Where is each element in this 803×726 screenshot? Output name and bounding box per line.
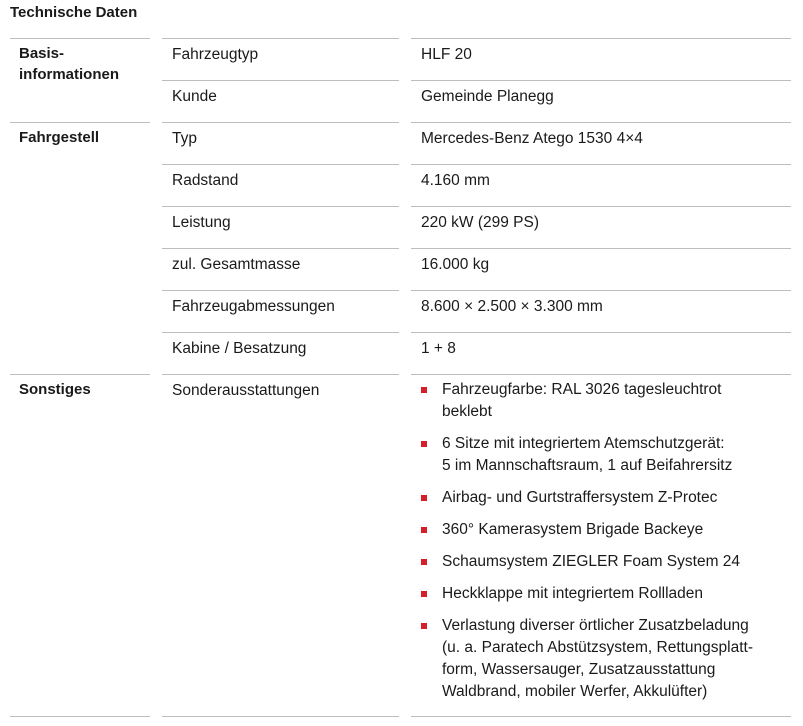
square-bullet-icon — [421, 441, 427, 447]
spec-key: Kunde — [162, 80, 399, 122]
spec-value: 4.160 mm — [411, 164, 791, 206]
square-bullet-icon — [421, 495, 427, 501]
square-bullet-icon — [421, 387, 427, 393]
spec-key: Radstand — [162, 164, 399, 206]
list-item — [421, 551, 791, 573]
table-row — [162, 290, 791, 332]
spec-value: HLF 20 — [411, 38, 791, 80]
spec-value: 220 kW (299 PS) — [411, 206, 791, 248]
spec-key: zul. Gesamtmasse — [162, 248, 399, 290]
list-item-text: 360° Kamerasystem Brigade Backeye — [442, 521, 704, 538]
spec-table — [10, 38, 791, 715]
table-row — [162, 206, 791, 248]
table-row — [162, 332, 791, 374]
spec-key: Fahrzeugabmessungen — [162, 290, 399, 332]
group-heading: Basis- informationen — [10, 38, 150, 85]
table-row — [162, 38, 791, 80]
list-item — [421, 433, 791, 477]
table-row — [162, 248, 791, 290]
group-sonstiges — [10, 374, 791, 715]
spec-value: Gemeinde Planegg — [411, 80, 791, 122]
square-bullet-icon — [421, 559, 427, 565]
table-row — [162, 80, 791, 122]
spec-value: Mercedes-Benz Atego 1530 4×4 — [411, 122, 791, 164]
spec-key: Leistung — [162, 206, 399, 248]
spec-key: Kabine / Besatzung — [162, 332, 399, 374]
group-heading: Fahrgestell — [10, 122, 150, 148]
divider — [162, 716, 399, 717]
list-item — [421, 519, 791, 541]
table-row — [162, 374, 791, 715]
square-bullet-icon — [421, 591, 427, 597]
table-row — [162, 122, 791, 164]
list-item-text: Airbag- und Gurtstraffersystem Z-Protec — [442, 489, 718, 506]
group-basisinformationen — [10, 38, 791, 122]
spec-key: Fahrzeugtyp — [162, 38, 399, 80]
spec-key: Sonderausstattungen — [162, 374, 399, 715]
list-item — [421, 379, 791, 423]
list-item-text: Fahrzeugfarbe: RAL 3026 tagesleuchtrot beklebt — [442, 381, 722, 420]
square-bullet-icon — [421, 623, 427, 629]
table-row — [162, 164, 791, 206]
list-item-text: Verlastung diverser örtlicher Zusatzbeladung (u. a. Paratech Abstützsystem, Rettungsplatt- form, Wassersauger, Zusatzausstattung Waldbrand, mobiler Werfer, Akkulüfter) — [442, 617, 754, 700]
feature-list — [421, 375, 791, 715]
list-item — [421, 487, 791, 509]
spec-value: 8.600 × 2.500 × 3.300 mm — [411, 290, 791, 332]
list-item — [421, 615, 791, 703]
group-heading: Sonstiges — [10, 374, 150, 400]
page-title: Technische Daten — [10, 4, 138, 21]
spec-value: 1 + 8 — [411, 332, 791, 374]
list-item-text: 6 Sitze mit integriertem Atemschutzgerät: 5 im Mannschaftsraum, 1 auf Beifahrersitz — [442, 435, 733, 474]
square-bullet-icon — [421, 527, 427, 533]
group-fahrgestell — [10, 122, 791, 374]
spec-value — [411, 374, 791, 715]
spec-value: 16.000 kg — [411, 248, 791, 290]
spec-key: Typ — [162, 122, 399, 164]
list-item-text: Heckklappe mit integriertem Rollladen — [442, 585, 704, 602]
list-item — [421, 583, 791, 605]
list-item-text: Schaumsystem ZIEGLER Foam System 24 — [442, 553, 741, 570]
divider — [411, 716, 791, 717]
divider — [10, 716, 150, 717]
